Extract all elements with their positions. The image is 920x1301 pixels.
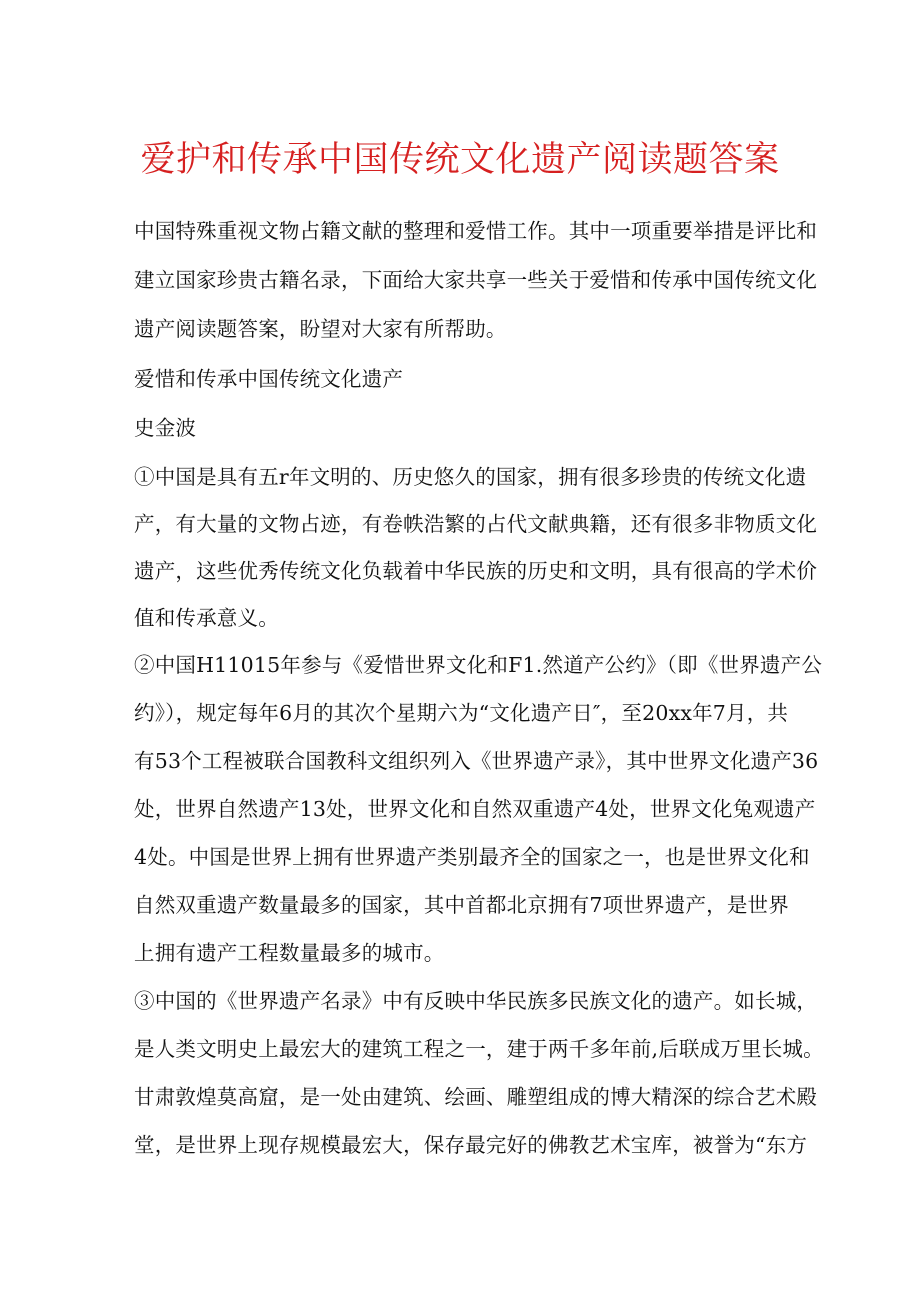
paragraph-1-line: 产，有大量的文物占迹，有卷帙浩繁的占代文献典籍，还有很多非物质文化 [134,512,818,536]
intro-line: 建立国家珍贵古籍名录，下面给大家共享一些关于爱惜和传承中国传统文化 [134,268,818,292]
paragraph-2-line: 约》），规定每年6月的其次个星期六为“文化遗产日″，至20xx年7月，共 [134,701,789,725]
paragraph-2-line: 4处。中国是世界上拥有世界遗产类别最齐全的国家之一，也是世界文化和 [134,845,810,869]
paragraph-2-line: 处，世界自然遗产13处，世界文化和自然双重遗产4处，世界文化兔观遗产 [134,797,816,821]
intro-line: 中国特殊重视文物占籍文献的整理和爱惜工作。其中一项重要举措是评比和 [134,219,818,243]
article-subtitle: 爱惜和传承中国传统文化遗产 [134,367,404,391]
paragraph-3-line: 堂，是世界上现存规模最宏大，保存最完好的佛教艺术宝库，被誉为“东方 [134,1133,808,1157]
document-title: 爱护和传承中国传统文化遗产阅读题答案 [140,140,780,180]
article-author: 史金波 [134,416,197,440]
paragraph-3-line: ③中国的《世界遗产名录》中有反映中华民族多民族文化的遗产。如长城， [134,989,818,1013]
paragraph-3-line: 甘肃敦煌莫高窟，是一处由建筑、绘画、雕塑组成的博大精深的综合艺术殿 [134,1085,818,1109]
paragraph-2-line: 有53个工程被联合国教科文组织列入《世界遗产录》，其中世界文化遗产36 [134,749,819,773]
paragraph-1-line: 值和传承意义。 [134,606,279,630]
paragraph-1-line: ①中国是具有五r年文明的、历史悠久的国家，拥有很多珍贵的传统文化遗 [134,465,807,489]
paragraph-2-line: 自然双重遗产数量最多的国家，其中首都北京拥有7项世界遗产，是世界 [134,893,789,917]
paragraph-2-line: ②中国H11015年参与《爱惜世界文化和F1.然道产公约》（即《世界遗产公 [134,653,823,677]
intro-line: 遗产阅读题答案，盼望对大家有所帮助。 [134,317,507,341]
paragraph-1-line: 遗产，这些优秀传统文化负载着中华民族的历史和文明，具有很高的学术价 [134,559,818,583]
paragraph-3-line: 是人类文明史上最宏大的建筑工程之一，建于两千多年前,后联成万里长城。 [134,1037,824,1061]
paragraph-2-line: 上拥有遗产工程数量最多的城市。 [134,941,445,965]
